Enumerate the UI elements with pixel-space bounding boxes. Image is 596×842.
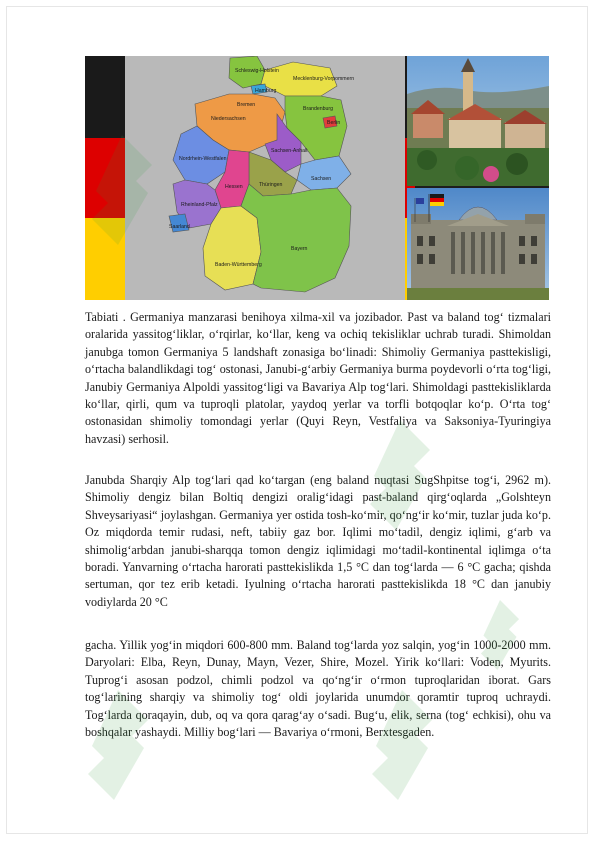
reichstag-photo	[407, 188, 549, 300]
map-label-mecklenburg-vorpommern: Mecklenburg-Vorpommern	[293, 76, 355, 82]
paragraph-rivers-flora: gacha. Yillik yog‘in miqdori 600-800 mm. Baland tog‘larda yoz salqin, yog‘in 1000-2000 mm. Daryolari: Elba, Reyn, Dunay, Mayn, Vezer, Shire, Mozel. Yirik ko‘llari: Voden, Myurits. Tuprog‘i asosan podzol, chimli podzol va qo‘ng‘ir o‘rmon tuproqlaridan iborat. Gars tog‘larining sharqiy va shimoliy tog‘ oldi joylarida unumdor qoramtir tuproq uchraydi. Tog‘larda qoraqayin, dub, oq va qora qarag‘ay o‘sadi. Bug‘u, elik, serna (tog‘ echkisi), ohu va boshqalar yashaydi. Milliy bog‘lari — Bavariya o‘rmoni, Berxtesgaden.	[85, 638, 551, 740]
map-label-sachsen: Sachsen	[311, 176, 332, 182]
map-label-berlin: Berlin	[327, 120, 341, 126]
map-label-hessen: Hessen	[225, 184, 243, 190]
map-label-schleswig-holstein: Schleswig-Holstein	[235, 68, 279, 74]
map-label-bremen: Bremen	[237, 102, 256, 108]
paragraph-mountains-climate: Janubda Sharqiy Alp tog‘lari qad ko‘targan (eng baland nuqtasi SugShpitse tog‘i, 2962 m). Shimoliy dengiz bilan Boltiq dengizi oralig‘idagi past-baland qirg‘oqlarda „Golshteyn Shveysariyasi“ joylashgan. Germaniya yer ostida tosh-ko‘mir, qo‘ng‘ir ko‘mir, tuzlar juda ko‘p. Oz miqdorda temir rudasi, neft, tabiiy gaz bor. Iqlimi mo‘tadil, dengiz iqlimi, g‘arb va shimolig‘arbdan janubi-sharqqa tomon dengiz iqlimidagi mo‘tadil-kontinental iqlimga o‘ta boradi. Yanvarning o‘rtacha harorati pasttekislikda 1,5 °C dan tog‘larda — 6 °C gacha; qishda sertuman, qor tez erib ketadi. Iyulning o‘rtacha harorati pasttekislikda 18 °C dan janubiy vodiylarda 20 °C	[85, 473, 551, 609]
map-label-brandenburg: Brandenburg	[303, 106, 333, 112]
town-photo	[407, 56, 549, 186]
map-label-sachsen-anhalt: Sachsen-Anhalt	[271, 148, 308, 154]
map-label-baden-wuerttemberg: Baden-Württemberg	[215, 262, 262, 268]
map-label-niedersachsen: Niedersachsen	[211, 116, 246, 122]
germany-states-map	[125, 56, 405, 300]
map-label-hamburg: Hamburg	[255, 88, 277, 94]
map-label-thueringen: Thüringen	[259, 182, 283, 188]
map-label-rheinland-pfalz: Rheinland-Pfalz	[181, 202, 218, 208]
map-label-nordrhein-westfalen: Nordrhein-Westfalen	[179, 156, 227, 162]
map-label-saarland: Saarland	[169, 224, 190, 230]
map-label-bayern: Bayern	[291, 246, 308, 252]
paragraph-nature-overview: Tabiati . Germaniya manzarasi benihoya xilma-xil va jozibador. Past va baland tog‘ tizmalari oralarida yassitog‘liklar, o‘rqirlar, ko‘llar, keng va ochiq tekisliklar uchrab turadi. Shimoldan janubga tomon Germaniya 5 landshaft zonasiga bo‘linadi: Shimoliy Germaniya pasttekisligi, o‘rtacha balandlikdagi tog‘ ostonasi, Janubi-g‘arbiy Germaniya burma poydevorli o‘rta tog‘ligi, Janubiy Germaniya Alpoldi yassitog‘ligi va Bavariya Alp tog‘lari. Shimoldagi pasttekisliklarda ko‘llar, qirli, qum va tuproqli platolar, yaydoq yerlar va torfli botqoqlar ko‘p. O‘rta tog‘ ostonasidan shimoliy tomondagi yerlar (Quyi Reyn, Vestfaliya va Saksoniya-Tyuringiya havzasi) serhosil.	[85, 310, 551, 446]
germany-collage-image	[85, 56, 549, 300]
